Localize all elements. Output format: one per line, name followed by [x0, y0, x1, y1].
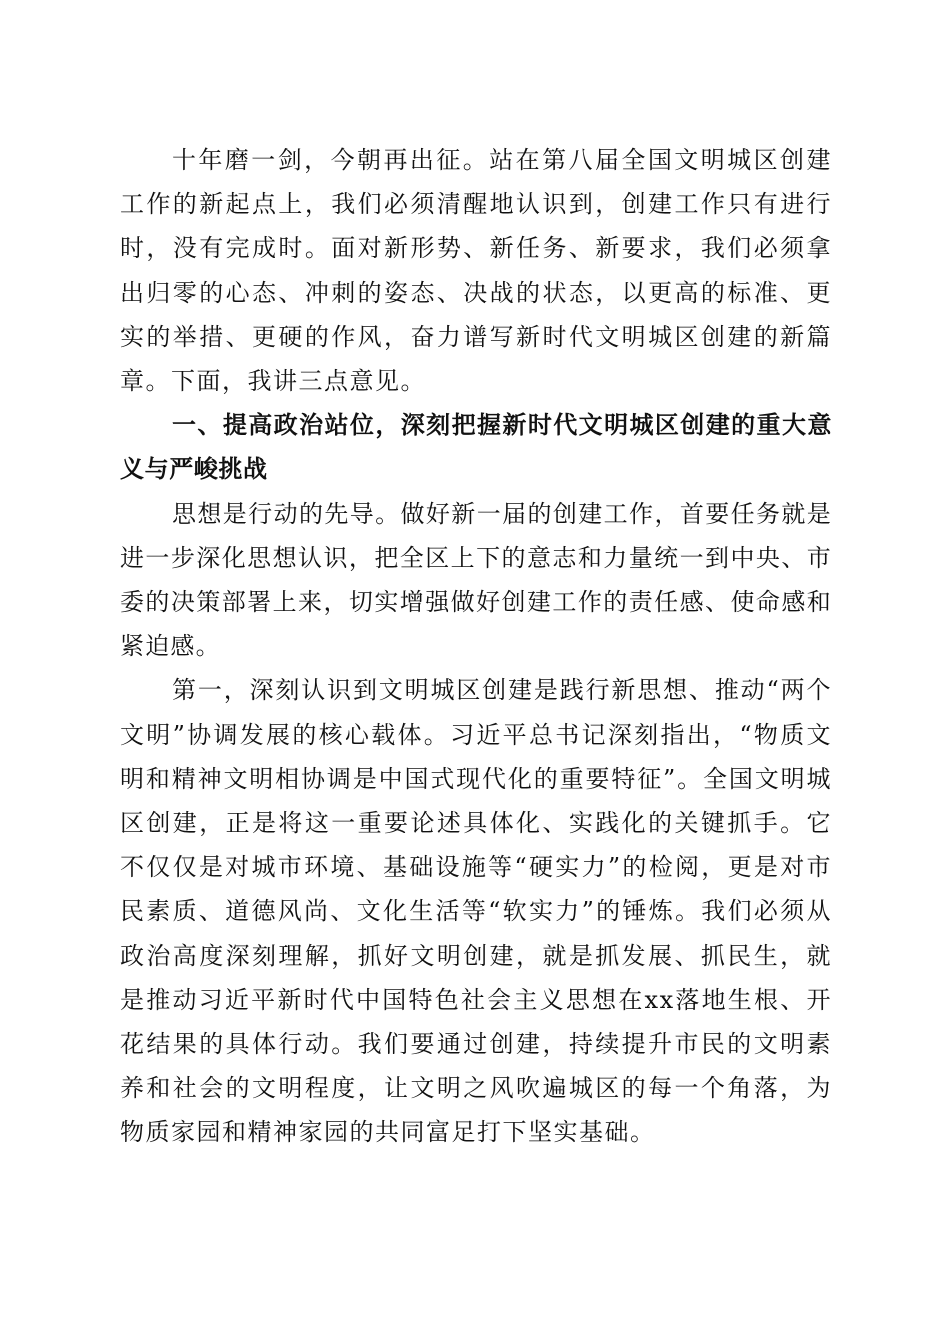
section-1-paragraph-2: 第一，深刻认识到文明城区创建是践行新思想、推动“两个文明”协调发展的核心载体。习近平总书记深刻指出，“物质文明和精神文明相协调是中国式现代化的重要特征”。全国文明城区创建，正是将这一重要论述具体化、实践化的关键抓手。它不仅仅是对城市环境、基础设施等“硬实力”的检阅，更是对市民素质、道德风尚、文化生活等“软实力”的锤炼。我们必须从政治高度深刻理解，抓好文明创建，就是抓发展、抓民生，就是推动习近平新时代中国特色社会主义思想在xx落地生根、开花结果的具体行动。我们要通过创建，持续提升市民的文明素养和社会的文明程度，让文明之风吹遍城区的每一个角落，为物质家园和精神家园的共同富足打下坚实基础。 — [120, 676, 832, 1147]
document-body — [120, 138, 832, 1155]
section-1-paragraph-1: 思想是行动的先导。做好新一届的创建工作，首要任务就是进一步深化思想认识，把全区上下的意志和力量统一到中央、市委的决策部署上来，切实增强做好创建工作的责任感、使命感和紧迫感。 — [120, 499, 832, 661]
intro-paragraph: 十年磨一剑，今朝再出征。站在第八届全国文明城区创建工作的新起点上，我们必须清醒地认识到，创建工作只有进行时，没有完成时。面对新形势、新任务、新要求，我们必须拿出归零的心态、冲刺的姿态、决战的状态，以更高的标准、更实的举措、更硬的作风，奋力谱写新时代文明城区创建的新篇章。下面，我讲三点意见。 — [120, 146, 832, 396]
section-heading-1: 一、提高政治站位，深刻把握新时代文明城区创建的重大意义与严峻挑战 — [120, 411, 832, 484]
